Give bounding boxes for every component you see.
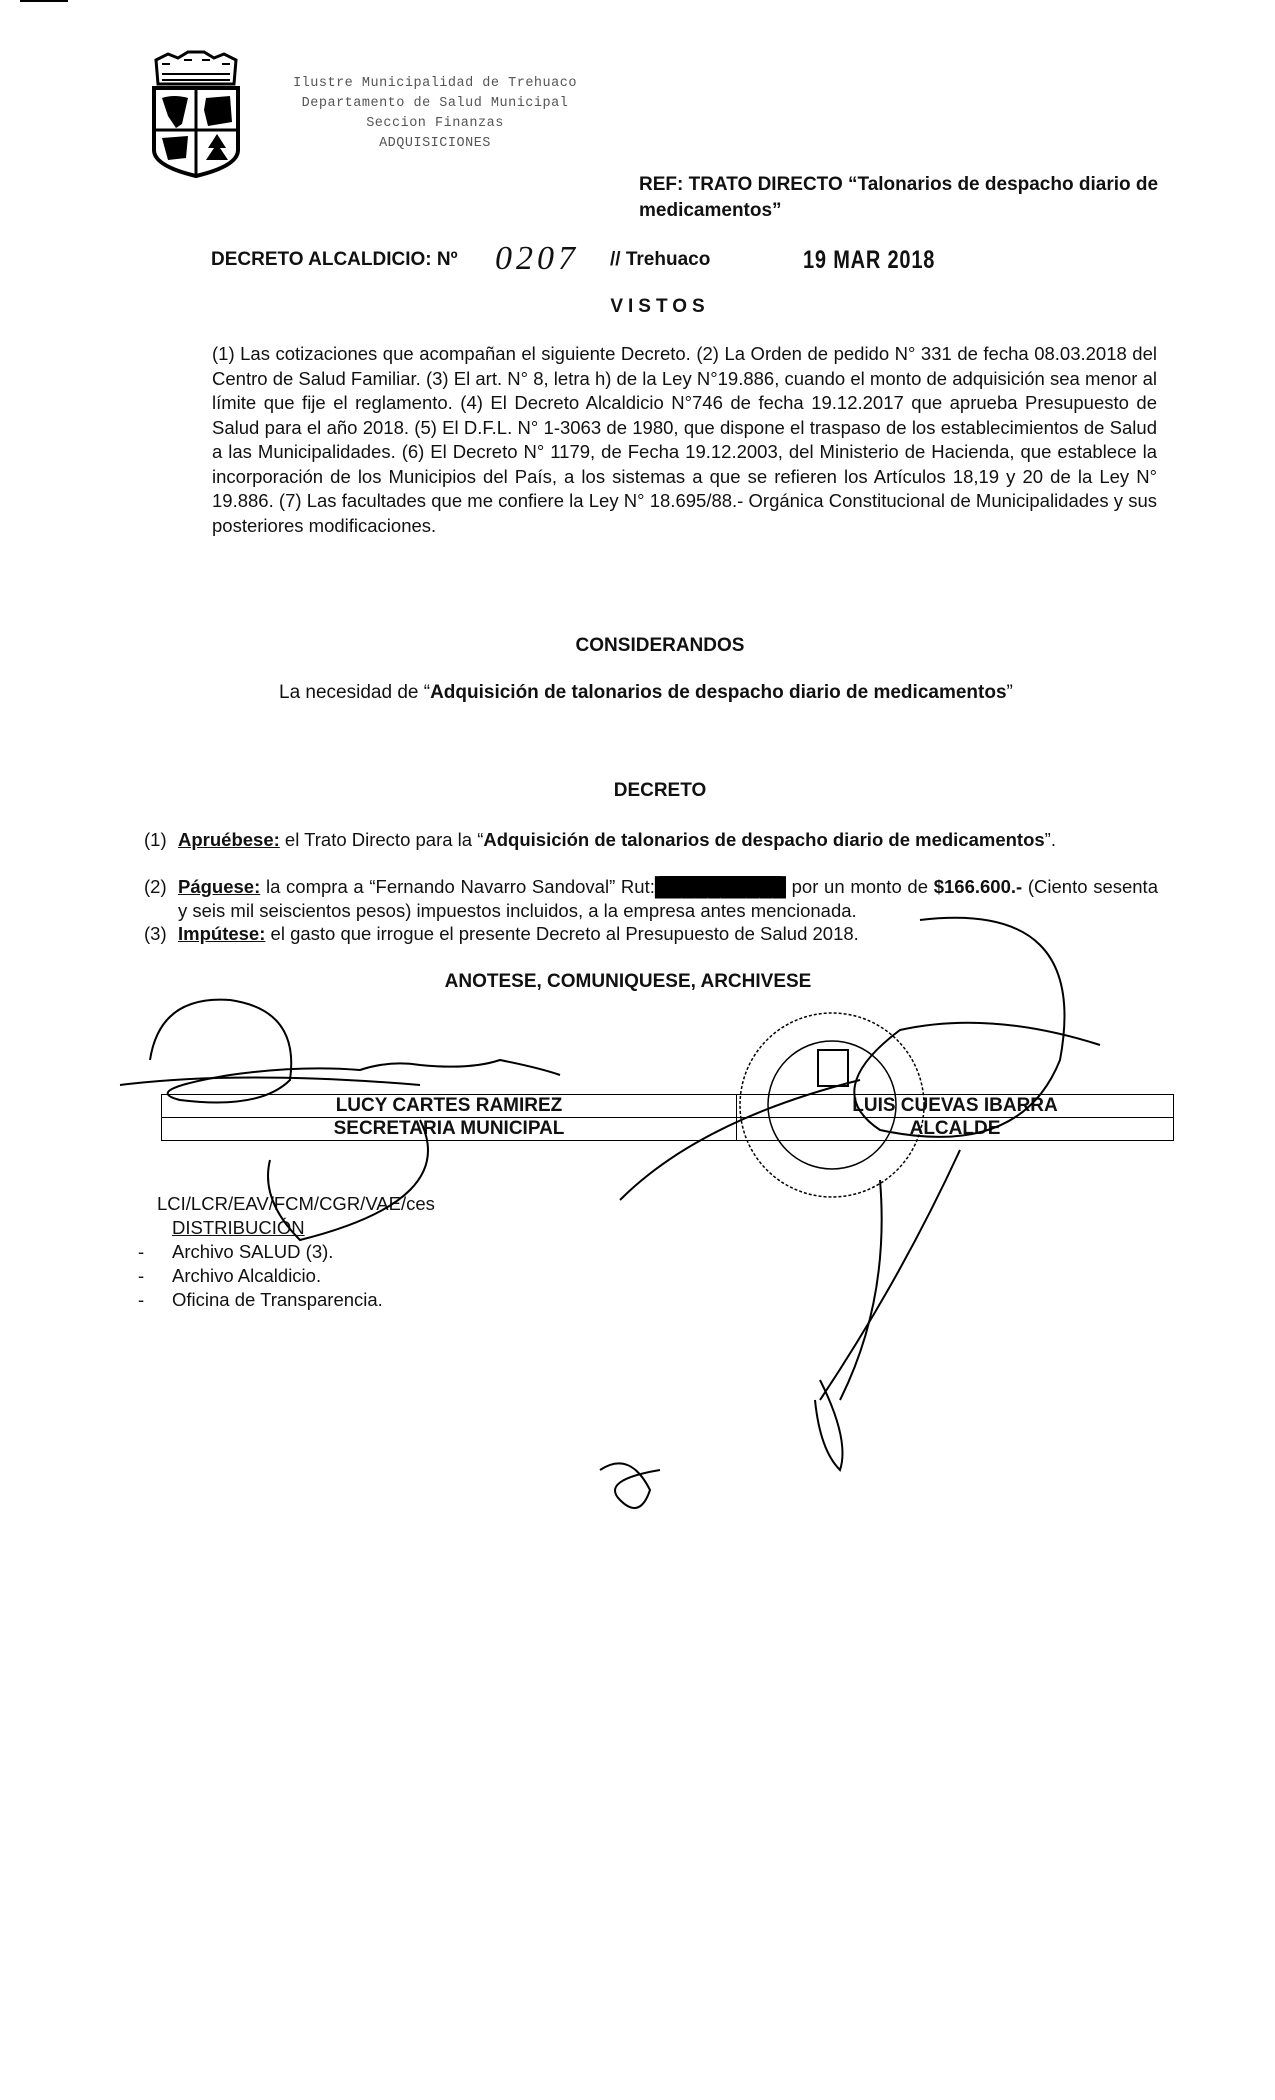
item-number: (2) xyxy=(144,876,167,897)
institution-header xyxy=(255,74,615,154)
item-text: el gasto que irrogue el presente Decreto al Presupuesto de Salud 2018. xyxy=(265,923,859,944)
decree-number-handwritten: 0207 xyxy=(495,240,579,277)
distribution-item: - Oficina de Transparencia. xyxy=(138,1289,383,1310)
distribution-item: - Archivo Alcaldicio. xyxy=(138,1265,322,1286)
signature-table xyxy=(161,1094,1174,1141)
item-text: por un monto de xyxy=(785,876,934,897)
decree-item-3 xyxy=(144,922,1158,946)
institution-line: Ilustre Municipalidad de Trehuaco xyxy=(293,76,577,91)
secretary-name: LUCY CARTES RAMIREZ xyxy=(162,1095,737,1118)
item-text-end: (Ciento sesenta y seis mil seiscientos pesos) impuestos incluidos, a la empresa antes mencionada. xyxy=(178,876,1158,921)
mayor-name: LUIS CUEVAS IBARRA xyxy=(737,1095,1174,1118)
vistos-paragraph: (1) Las cotizaciones que acompañan el siguiente Decreto. (2) La Orden de pedido N° 331 de fecha 08.03.2018 del Centro de Salud Familiar. (3) El art. N° 8, letra h) de la Ley N°19.886, cuando el monto de adquisición sea menor al límite que fije el reglamento. (4) El Decreto Alcaldicio N°746 de fecha 19.12.2017 que aprueba Presupuesto de Salud para el año 2018. (5) El D.F.L. N° 1-3063 de 1980, que dispone el traspaso de los establecimientos de Salud a las Municipalidades. (6) El Decreto N° 1179, de Fecha 19.12.2003, del Ministerio de Hacienda, que establece la incorporación de los Municipios del País, a los sistemas a que se refieren los Artículos 18,19 y 20 de la Ley N° 19.886. (7) Las facultades que me confiere la Ley N° 18.695/88.- Orgánica Constitucional de Municipalidades y sus posteriores modificaciones. xyxy=(212,343,1157,536)
reference: REF: TRATO DIRECTO “Talonarios de despacho diario de medicamentos” xyxy=(639,174,1159,221)
secretary-title: SECRETARIA MUNICIPAL xyxy=(162,1118,737,1141)
redacted-rut: ██████████ xyxy=(654,876,786,897)
mayor-signature xyxy=(600,918,1100,1508)
municipal-coat-of-arms-logo xyxy=(148,50,244,178)
considerandos-heading: CONSIDERANDOS xyxy=(575,635,745,656)
item-number: (1) xyxy=(144,829,167,850)
closing-formula: ANOTESE, COMUNIQUESE, ARCHIVESE xyxy=(444,971,812,992)
distribution-heading: DISTRIBUCIÓN xyxy=(172,1217,305,1238)
distribution-item: - Archivo SALUD (3). xyxy=(138,1241,334,1262)
considerando-text xyxy=(279,682,1013,704)
scan-mark xyxy=(20,0,68,2)
institution-line: Seccion Finanzas xyxy=(366,116,504,131)
institution-line: ADQUISICIONES xyxy=(379,136,491,151)
item-text: la compra a “Fernando Navarro Sandoval” Rut: xyxy=(260,876,655,897)
mayor-title: ALCALDE xyxy=(737,1118,1174,1141)
date-stamp: 19 MAR 2018 xyxy=(803,246,936,274)
item-verb: Apruébese: xyxy=(178,829,280,850)
item-bold: Adquisición de talonarios de despacho diario de medicamentos xyxy=(483,829,1045,850)
item-text-end: ”. xyxy=(1044,829,1056,850)
vistos-heading: VISTOS xyxy=(610,296,710,317)
decree-item-1 xyxy=(144,828,1158,852)
decree-label: DECRETO ALCALDICIO: Nº xyxy=(211,249,458,270)
item-verb: Páguese: xyxy=(178,876,261,897)
item-verb: Impútese: xyxy=(178,923,266,944)
institution-line: Departamento de Salud Municipal xyxy=(301,96,569,111)
item-text: el Trato Directo para la “ xyxy=(279,829,484,850)
item-amount: $166.600.- xyxy=(933,876,1023,897)
decreto-heading: DECRETO xyxy=(613,780,707,801)
decree-item-2 xyxy=(144,875,1158,922)
considerando-prefix: La necesidad de “ xyxy=(279,682,431,703)
considerando-suffix: ” xyxy=(1006,682,1013,703)
considerando-subject: Adquisición de talonarios de despacho diario de medicamentos xyxy=(430,682,1007,703)
item-number: (3) xyxy=(144,923,167,944)
decree-place: // Trehuaco xyxy=(610,249,711,270)
initials: LCI/LCR/EAV/FCM/CGR/VAE/ces xyxy=(157,1193,435,1214)
